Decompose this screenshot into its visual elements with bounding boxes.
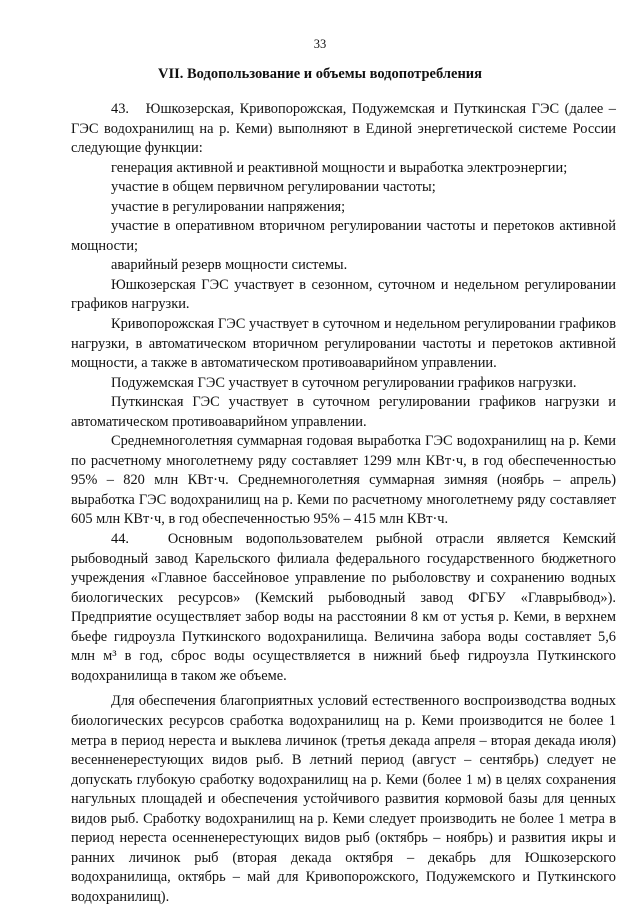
paragraph-generation: Среднемноголетняя суммарная годовая выработка ГЭС водохранилищ на р. Кеми по расчетному многолетнему ряду составляет 1299 млн КВт·ч, в год обеспеченностью 95% – 820 млн КВт·ч. Среднемноголетняя суммарная зимняя (ноябрь – апрель) выработка ГЭС водохранилищ на р. Кеми по расчетному многолетнему ряду составляет 605 млн КВт·ч, в год обеспеченностью 95% – 415 млн КВт·ч.	[71, 433, 616, 528]
function-item: участие в регулировании напряжения;	[111, 198, 346, 215]
paragraph-podujemskaya: Подужемская ГЭС участвует в суточном регулировании графиков нагрузки.	[111, 374, 577, 391]
section-title: VII. Водопользование и объемы водопотребления	[158, 66, 482, 82]
paragraph-putkinskaya: Путкинская ГЭС участвует в суточном регулировании графиков нагрузки и автоматическом противоаварийном управлении.	[71, 394, 616, 430]
function-item: участие в общем первичном регулировании частоты;	[111, 179, 436, 196]
paragraph-43-intro: 43. Юшкозерская, Кривопорожская, Подужемская и Путкинская ГЭС (далее – ГЭС водохранилищ на р. Кеми) выполняют в Единой энергетической системе России следующие функции:	[71, 101, 616, 157]
function-item: аварийный резерв мощности системы.	[111, 257, 348, 274]
paragraph-44-fishery: 44. Основным водопользователем рыбной отрасли является Кемский рыбоводный завод Карельского филиала федерального государственного бюджетного учреждения «Главное бассейновое управление по рыболовству и сохранению водных биологических ресурсов» (Кемский рыбоводный завод ФГБУ «Главрыбвод»). Предприятие осуществляет забор воды на расстоянии 8 км от устья р. Кеми, в верхнем бьефе гидроузла Путкинского водохранилища. Величина забора воды составляет 5,6 млн м³ в год, сброс воды осуществляется в нижний бьеф гидроузла Путкинского водохранилища в таком же объеме.	[71, 531, 616, 684]
document-body	[71, 100, 616, 907]
paragraph-reproduction-conditions: Для обеспечения благоприятных условий естественного воспроизводства водных биологических ресурсов сработка водохранилищ на р. Кеми производится не более 1 метра в период нереста и выклева личинок (третья декада апреля – вторая декада июля) весенненерестующих видов рыб. В летний период (август – сентябрь) следует не допускать глубокую сработку водохранилищ на р. Кеми (более 1 м) в целях сохранения нагульных площадей и обеспечения устойчивого развития кормовой базы для ценных видов рыб. Сработку водохранилищ на р. Кеми следует производить не более 1 метра в период нереста осенненерестующих видов рыб (октябрь – ноябрь) и развития икры и ранних личинок рыб (вторая декада октября – декабрь для Юшкозерского водохранилища, октябрь – май для Кривопорожского, Подужемского и Путкинского водохранилищ).	[71, 693, 616, 905]
paragraph-yushkozerskaya: Юшкозерская ГЭС участвует в сезонном, суточном и недельном регулировании графиков нагрузки.	[71, 276, 616, 313]
page-number: 33	[313, 37, 327, 51]
function-item: участие в оперативном вторичном регулировании частоты и перетоков активной мощности;	[71, 218, 616, 254]
paragraph-krivoporozhskaya: Кривопорожская ГЭС участвует в суточном и недельном регулировании графиков нагрузки, в автоматическом вторичном регулировании частоты и перетоков активной мощности, а также в автоматическом противоаварийном управлении.	[71, 316, 616, 372]
function-item: генерация активной и реактивной мощности и выработка электроэнергии;	[111, 159, 568, 176]
